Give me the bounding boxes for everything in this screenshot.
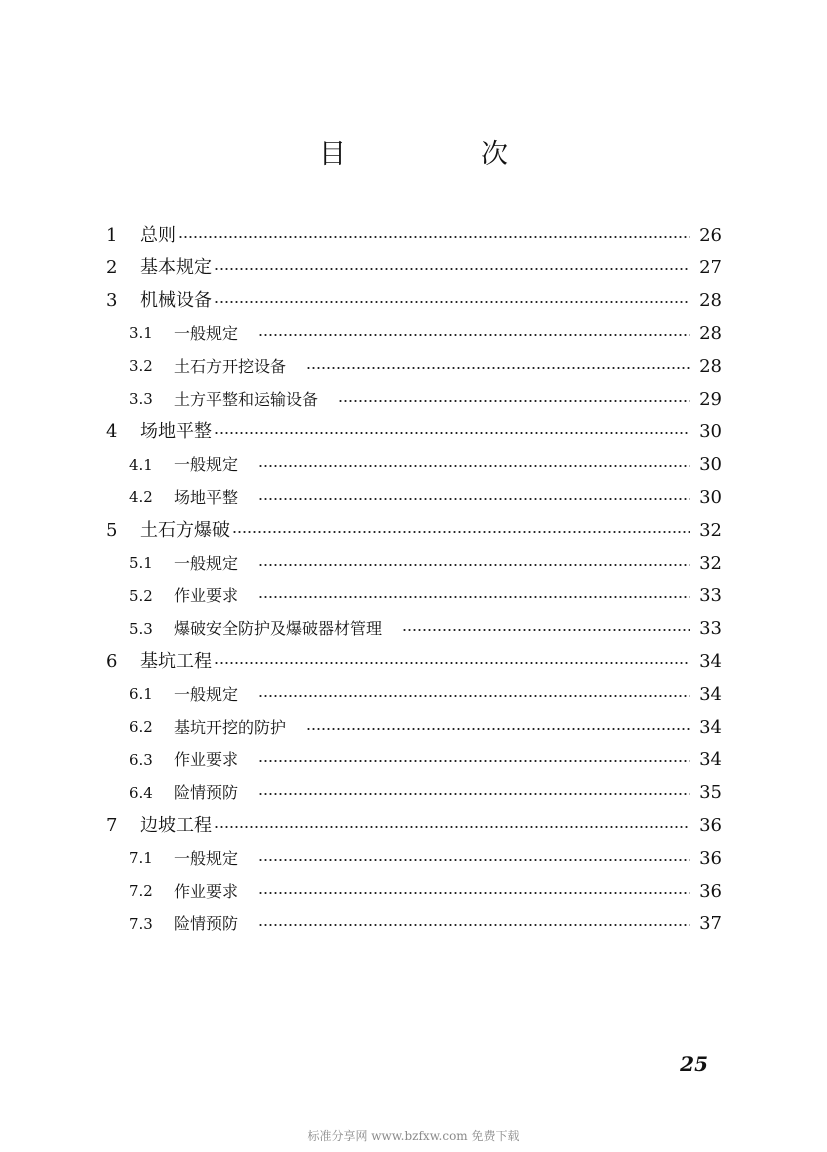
toc-entry-label: 作业要求 xyxy=(174,586,239,606)
toc-entry-page: 29 xyxy=(699,388,722,410)
dot-leader xyxy=(258,564,690,566)
toc-entry-label: 一般规定 xyxy=(174,455,239,475)
dot-leader xyxy=(258,793,690,795)
toc-entry-page: 32 xyxy=(699,519,722,541)
dot-leader xyxy=(178,236,690,238)
toc-entry-label: 边坡工程 xyxy=(140,814,212,836)
dot-leader xyxy=(214,662,690,664)
toc-entry-4[interactable] xyxy=(106,416,722,449)
toc-entry-number: 4.2 xyxy=(129,488,153,507)
toc-entry-4-1[interactable] xyxy=(129,449,722,482)
toc-entry-label: 基坑开挖的防护 xyxy=(174,717,287,737)
toc-entry-3-1[interactable] xyxy=(129,317,722,350)
toc-entry-number: 7 xyxy=(106,814,118,836)
toc-entry-number: 6.2 xyxy=(129,718,153,736)
toc-entry-label: 土石方爆破 xyxy=(140,519,230,541)
toc-entry-label: 基坑工程 xyxy=(140,650,212,672)
toc-entry-number: 2 xyxy=(106,257,118,279)
dot-leader xyxy=(258,892,690,894)
toc-entry-number: 3.2 xyxy=(129,357,153,376)
watermark-footer: 标准分享网 www.bzfxw.com 免费下载 xyxy=(307,1129,520,1143)
toc-entry-7-1[interactable] xyxy=(129,842,722,875)
toc-entry-number: 7.2 xyxy=(129,882,153,900)
toc-entry-5-1[interactable] xyxy=(129,547,722,580)
dot-leader xyxy=(258,760,690,762)
dot-leader xyxy=(258,465,690,467)
dot-leader xyxy=(258,498,690,500)
dot-leader xyxy=(258,596,690,598)
toc-entry-page: 28 xyxy=(699,355,722,377)
toc-entry-page: 35 xyxy=(699,782,722,804)
toc-entry-page: 34 xyxy=(699,683,722,705)
toc-entry-number: 6.4 xyxy=(129,783,153,802)
toc-entry-page: 27 xyxy=(699,257,722,279)
toc-entry-page: 36 xyxy=(699,814,722,836)
toc-entry-page: 36 xyxy=(699,847,722,869)
toc-entry-page: 30 xyxy=(699,421,722,443)
toc-entry-page: 34 xyxy=(699,716,722,738)
toc-entry-6-3[interactable] xyxy=(129,744,722,777)
toc-entry-label: 场地平整 xyxy=(174,487,239,507)
dot-leader xyxy=(214,268,690,270)
toc-entry-page: 30 xyxy=(699,486,722,508)
toc-entry-5-2[interactable] xyxy=(129,580,722,613)
toc-entry-label: 爆破安全防护及爆破器材管理 xyxy=(174,619,383,639)
toc-entry-label: 险情预防 xyxy=(174,783,239,803)
dot-leader xyxy=(402,629,690,631)
toc-entry-number: 6.1 xyxy=(129,685,153,704)
toc-entry-3-3[interactable] xyxy=(129,383,722,416)
dot-leader xyxy=(338,400,690,402)
dot-leader xyxy=(214,301,690,303)
toc-entry-label: 一般规定 xyxy=(174,848,239,868)
toc-title: 目 次 xyxy=(319,139,562,170)
toc-entry-6[interactable] xyxy=(106,645,722,678)
toc-entry-label: 总则 xyxy=(140,224,176,246)
toc-entry-label: 基本规定 xyxy=(140,257,212,279)
dot-leader xyxy=(214,432,690,434)
toc-entry-6-2[interactable] xyxy=(129,711,722,744)
toc-entry-number: 4 xyxy=(106,421,118,443)
dot-leader xyxy=(258,924,690,926)
toc-entry-4-2[interactable] xyxy=(129,481,722,514)
toc-entry-page: 33 xyxy=(699,618,722,640)
toc-entry-6-1[interactable] xyxy=(129,678,722,711)
toc-entry-label: 作业要求 xyxy=(174,881,239,901)
toc-entry-3[interactable] xyxy=(106,285,722,318)
toc-entry-number: 3.3 xyxy=(129,390,153,408)
toc-entry-page: 30 xyxy=(699,454,722,476)
toc-entry-number: 6 xyxy=(106,650,118,672)
toc-entry-2[interactable] xyxy=(106,252,722,285)
dot-leader xyxy=(232,531,690,533)
toc-entry-number: 7.3 xyxy=(129,914,153,933)
toc-entry-number: 3 xyxy=(106,290,118,312)
toc-entry-number: 3.1 xyxy=(129,324,153,343)
toc-entry-label: 机械设备 xyxy=(140,290,212,312)
toc-entry-7[interactable] xyxy=(106,809,722,842)
dot-leader xyxy=(306,728,690,730)
toc-entry-page: 32 xyxy=(699,552,722,574)
toc-entry-number: 6.3 xyxy=(129,750,153,769)
toc-entry-1[interactable] xyxy=(106,219,722,252)
toc-entry-page: 34 xyxy=(699,749,722,771)
toc-entry-5-3[interactable] xyxy=(129,613,722,646)
toc-entry-label: 土石方开挖设备 xyxy=(174,356,287,376)
toc-entry-label: 场地平整 xyxy=(140,421,212,443)
toc-entry-number: 7.1 xyxy=(129,849,153,868)
toc-entry-number: 4.1 xyxy=(129,455,153,474)
dot-leader xyxy=(258,859,690,861)
toc-entry-page: 26 xyxy=(699,224,722,246)
toc-entry-page: 37 xyxy=(699,913,722,935)
toc-entry-6-4[interactable] xyxy=(129,777,722,810)
toc-entry-number: 5.3 xyxy=(129,619,153,638)
toc-entry-page: 33 xyxy=(699,585,722,607)
toc-entry-label: 险情预防 xyxy=(174,914,239,934)
toc-entry-7-3[interactable] xyxy=(129,908,722,941)
toc-entry-3-2[interactable] xyxy=(129,350,722,383)
toc-entry-number: 5 xyxy=(106,519,118,541)
toc-entry-label: 一般规定 xyxy=(174,684,239,704)
toc-entry-7-2[interactable] xyxy=(129,875,722,908)
dot-leader xyxy=(306,367,690,369)
page-number: 25 xyxy=(680,1052,708,1076)
toc-entry-5[interactable] xyxy=(106,514,722,547)
toc-entry-number: 1 xyxy=(106,224,118,246)
toc-entry-label: 土方平整和运输设备 xyxy=(174,389,319,409)
dot-leader xyxy=(258,695,690,697)
dot-leader xyxy=(258,334,690,336)
toc-entry-page: 28 xyxy=(699,322,722,344)
toc-entry-page: 36 xyxy=(699,880,722,902)
toc-entry-label: 作业要求 xyxy=(174,750,239,770)
toc-entry-page: 34 xyxy=(699,650,722,672)
toc-entry-number: 5.2 xyxy=(129,586,153,605)
dot-leader xyxy=(214,826,690,828)
toc-entry-number: 5.1 xyxy=(129,554,153,572)
toc-entry-label: 一般规定 xyxy=(174,323,239,343)
toc-entry-label: 一般规定 xyxy=(174,553,239,573)
toc-entry-page: 28 xyxy=(699,290,722,312)
